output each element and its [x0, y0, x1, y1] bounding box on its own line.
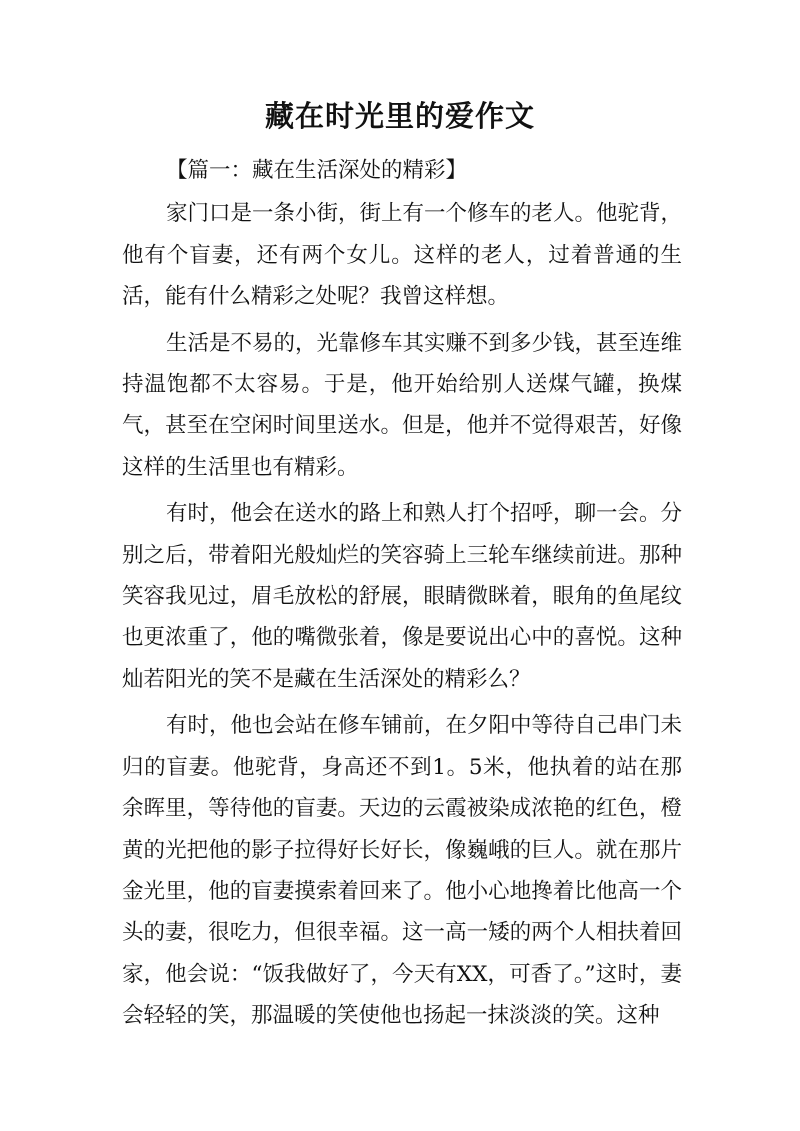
document-title: 藏在时光里的爱作文 [264, 99, 535, 133]
paragraph-2: 生活是不易的，光靠修车其实赚不到多少钱，甚至连维持温饱都不太容易。于是，他开始给别人送煤气罐，换煤气，甚至在空闲时间里送水。但是，他并不觉得艰苦，好像这样的生活里也有精彩。 [122, 330, 683, 480]
paragraph-4: 有时，他也会站在修车铺前，在夕阳中等待自己串门未归的盲妻。他驼背，身高还不到1。5米，他执着的站在那余晖里，等待他的盲妻。天边的云霞被染成浓艳的红色，橙黄的光把他的影子拉得好长好长，像巍峨的巨人。就在那片金光里，他的盲妻摸索着回来了。他小心地搀着比他高一个头的妻，很吃力，但很幸福。这一高一矮的两个人相扶着回家，他会说：“饭我做好了，今天有XX，可香了。”这时，妻会轻轻的笑，那温暖的笑使他也扬起一抹淡淡的笑。这种 [122, 713, 683, 1029]
paragraph-1: 家门口是一条小街，街上有一个修车的老人。他驼背，他有个盲妻，还有两个女儿。这样的老人，过着普通的生活，能有什么精彩之处呢？我曾这样想。 [122, 201, 683, 310]
paragraph-3: 有时，他会在送水的路上和熟人打个招呼，聊一会。分别之后，带着阳光般灿烂的笑容骑上三轮车继续前进。那种笑容我见过，眉毛放松的舒展，眼睛微眯着，眼角的鱼尾纹也更浓重了，他的嘴微张着，像是要说出心中的喜悦。这种灿若阳光的笑不是藏在生活深处的精彩么？ [122, 501, 683, 692]
section-heading: 【篇一：藏在生活深处的精彩】 [166, 158, 468, 183]
document-body [122, 150, 682, 1042]
